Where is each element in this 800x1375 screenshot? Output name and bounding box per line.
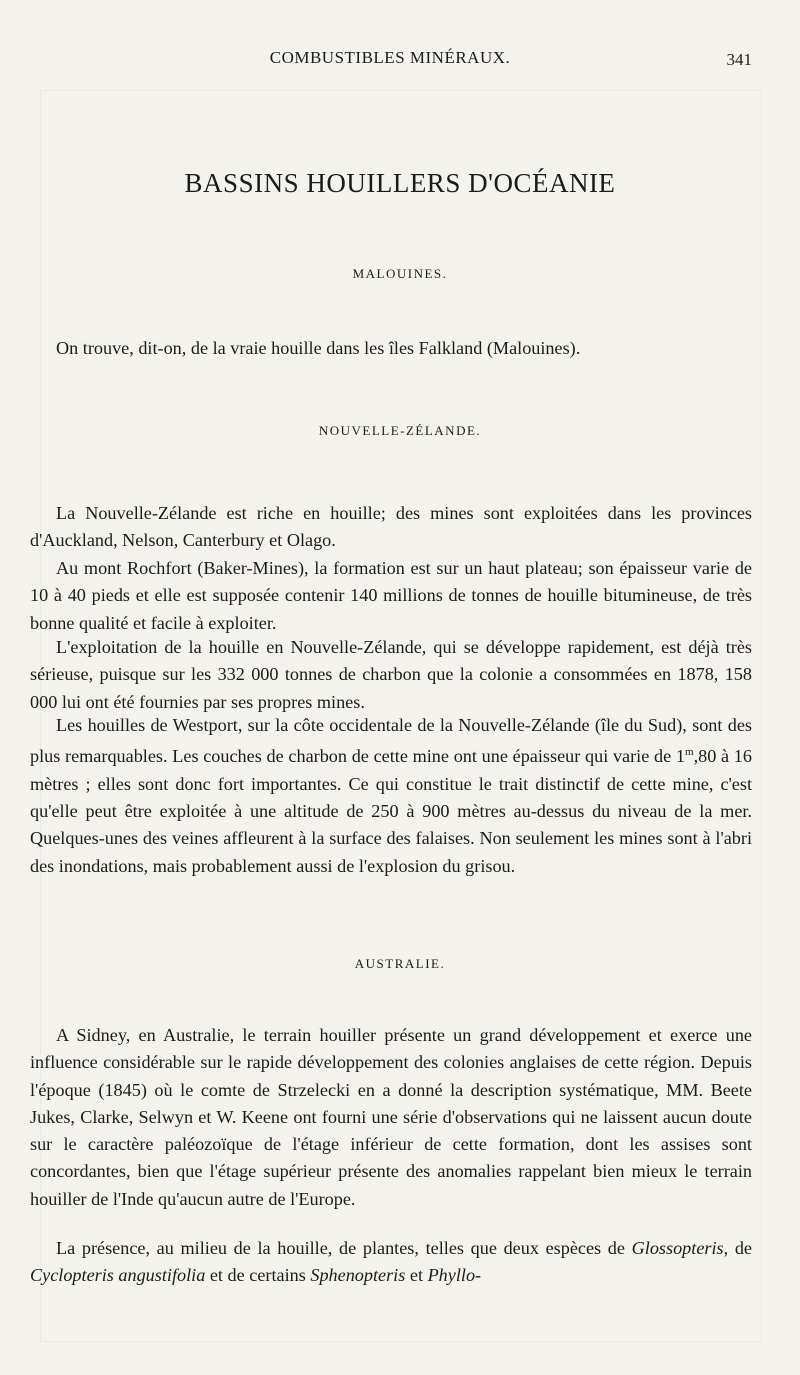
running-title: COMBUSTIBLES MINÉRAUX.: [269, 48, 511, 67]
paragraph-australie-2-text-a: La présence, au milieu de la houille, de plantes, telles que deux espèces de: [56, 1238, 632, 1258]
section-heading-nouvelle-zelande: NOUVELLE-ZÉLANDE.: [318, 423, 482, 438]
paragraph-australie-1: A Sidney, en Australie, le terrain houiller présente un grand développement et exerce une influence considérable sur le rapide développement des colonies anglaises de cette région. Depuis l'époque (1845) où le comte de Strzelecki en a donné la description systématique, MM. Beete Jukes, Clarke, Selwyn et W. Keene ont fourni une série d'observations qui ne laissent aucun doute sur le caractère paléozoïque de l'étage inférieur de cette formation, dont les assises sont concordantes, bien que l'étage supérieur présente des anomalies rappelant bien mieux le terrain houiller de l'Inde qu'aucun autre de l'Europe.: [30, 1025, 752, 1209]
taxon-glossopteris: Glossopteris: [631, 1238, 724, 1258]
section-heading-australie: AUSTRALIE.: [354, 956, 446, 971]
taxon-phyllo: Phyllo-: [427, 1265, 482, 1286]
taxon-sphenopteris: Sphenopteris: [310, 1265, 406, 1286]
paragraph-malouines: On trouve, dit-on, de la vraie houille dans les îles Falkland (Malouines).: [56, 338, 581, 358]
paragraph-nz-4-text-b: ,80 à 16 mètres ; elles sont donc fort importantes. Ce qui constitue le trait distinctif de cette mine, c'est qu'elle peut être exploitée à une altitude de 250 à 900 mètres au-dessus du niveau de la mer. Quelques-unes des veines affleurent à la surface des falaises. Non seulement les mines sont à l'abri des inondations, mais probablement aussi de l'explosion du grisou.: [30, 746, 752, 876]
paragraph-australie-2-text-b: , de: [723, 1238, 752, 1258]
paragraph-nz-2: Au mont Rochfort (Baker-Mines), la formation est sur un haut plateau; son épaisseur varie de 10 à 40 pieds et elle est supposée contenir 140 millions de tonnes de houille bitumineuse, de très bonne qualité et facile à exploiter.: [30, 558, 752, 633]
paragraph-australie-2-text-c: et de certains: [205, 1265, 311, 1286]
paragraph-nz-4-text-a: Les houilles de Westport, sur la côte occidentale de la Nouvelle-Zélande (île du Sud), sont des plus remarquables. Les couches de charbon de cette mine ont une épaisseur qui varie de 1: [30, 715, 752, 767]
paragraph-nz-4: [30, 712, 752, 880]
page-number: 341: [726, 50, 752, 69]
paragraph-nz-3: L'exploitation de la houille en Nouvelle-Zélande, qui se développe rapidement, est déjà très sérieuse, puisque sur les 332 000 tonnes de charbon que la colonie a consommées en 1878, 158 000 lui ont été fournies par ses propres mines.: [30, 637, 752, 712]
paragraph-australie-2-text-d: et: [405, 1265, 428, 1286]
unit-superscript: m: [685, 746, 694, 759]
taxon-cyclopteris: Cyclopteris angustifolia: [30, 1265, 206, 1286]
paragraph-nz-1: La Nouvelle-Zélande est riche en houille; des mines sont exploitées dans les provinces d'Auckland, Nelson, Canterbury et Olago.: [30, 503, 752, 551]
page-title: BASSINS HOUILLERS D'OCÉANIE: [184, 168, 616, 198]
running-header: [0, 48, 800, 74]
section-heading-malouines: MALOUINES.: [352, 266, 448, 281]
paragraph-australie-2: [30, 1235, 752, 1290]
